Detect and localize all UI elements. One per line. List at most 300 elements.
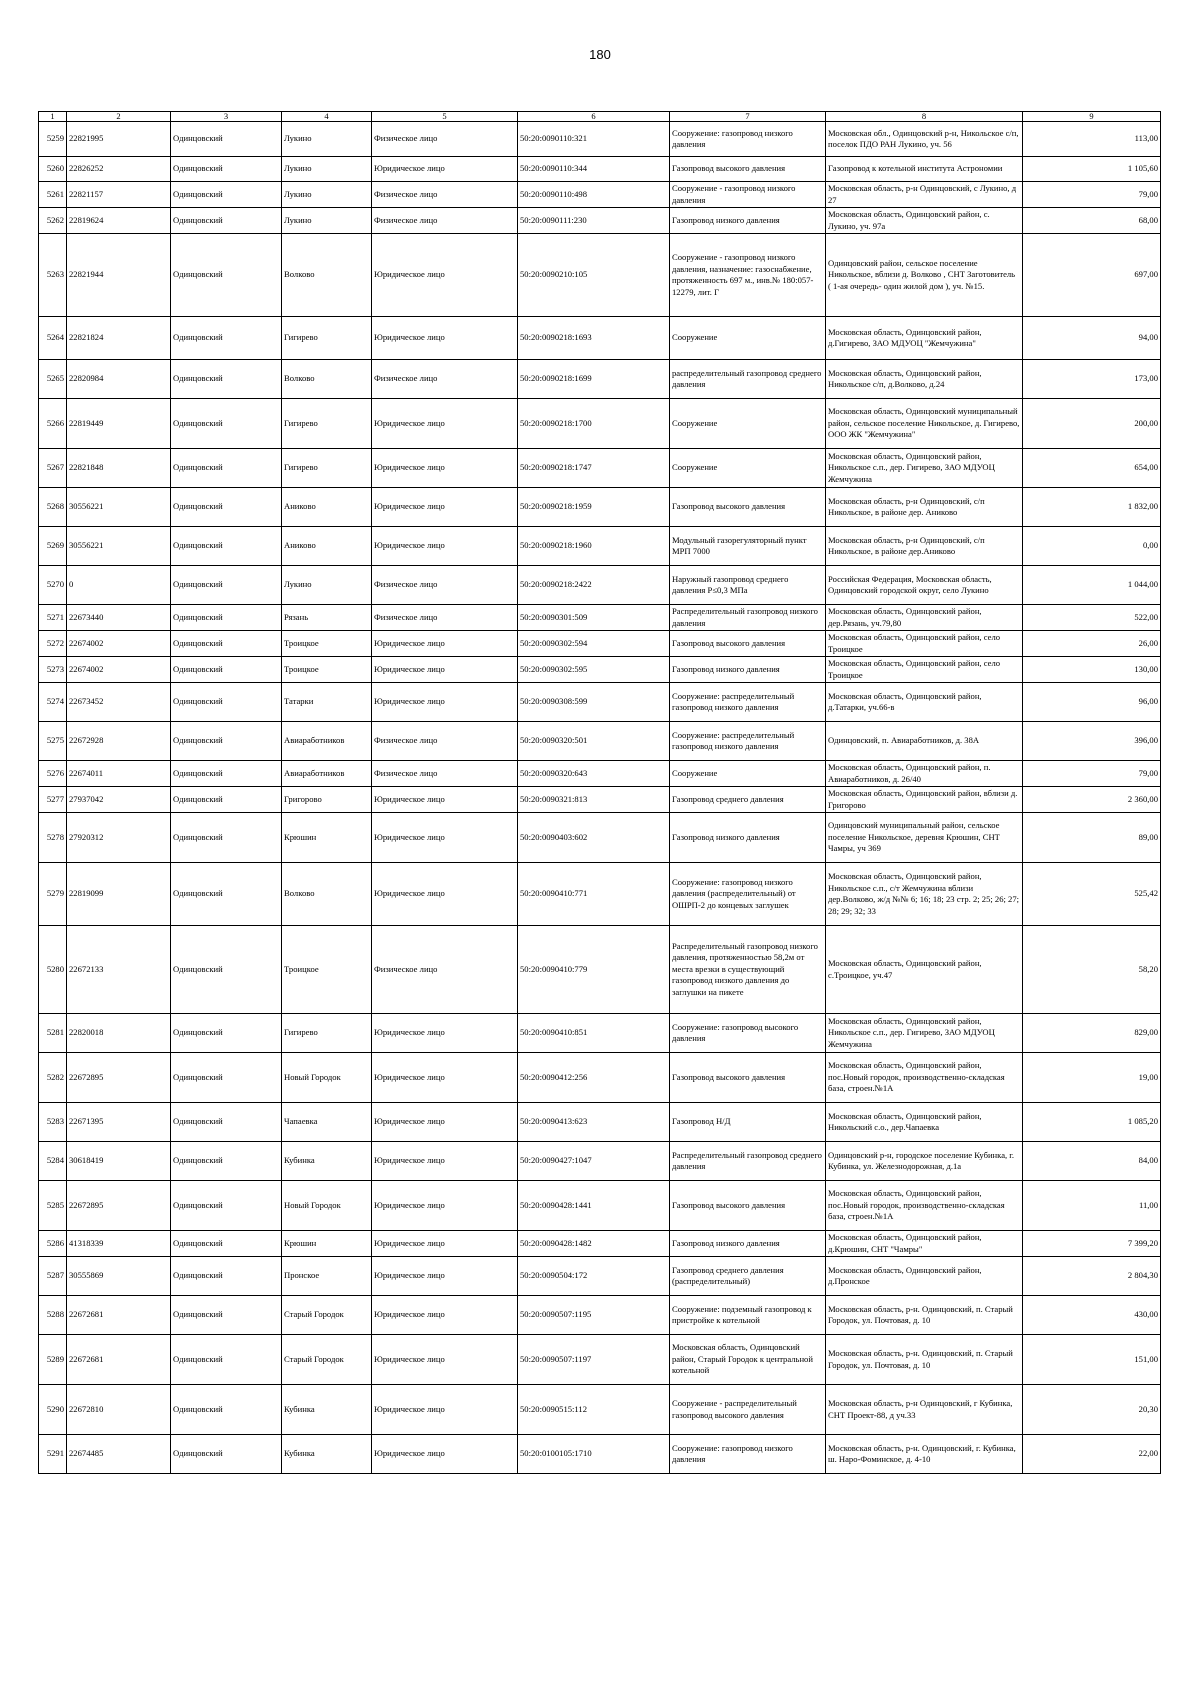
- address-cell: Московская область, р-н. Одинцовский, г. Кубинка, ш. Наро-Фоминское, д. 4-10: [826, 1435, 1023, 1474]
- code-cell: 27920312: [67, 813, 171, 863]
- code-cell: 22674485: [67, 1435, 171, 1474]
- cadastral-number-cell: 50:20:0090111:230: [518, 208, 670, 234]
- object-name-cell: Сооружение: газопровод низкого давления (распределительный) от ОШРП-2 до концевых заглушек: [670, 863, 826, 926]
- value-cell: 173,00: [1023, 360, 1161, 399]
- cadastral-number-cell: 50:20:0090410:779: [518, 926, 670, 1014]
- address-cell: Московская обл., Одинцовский р-н, Никольское с/п, поселок ПДО РАН Лукино, уч. 56: [826, 122, 1023, 157]
- object-name-cell: Газопровод высокого давления: [670, 1053, 826, 1103]
- row-number: 5260: [39, 157, 67, 182]
- locality-cell: Рязань: [282, 605, 372, 631]
- code-cell: 22826252: [67, 157, 171, 182]
- row-number: 5269: [39, 527, 67, 566]
- object-name-cell: Сооружение: подземный газопровод к пристройке к котельной: [670, 1296, 826, 1335]
- cadastral-number-cell: 50:20:0090302:594: [518, 631, 670, 657]
- owner-type-cell: Физическое лицо: [372, 761, 518, 787]
- row-number: 5287: [39, 1257, 67, 1296]
- row-number: 5275: [39, 722, 67, 761]
- locality-cell: Авиаработников: [282, 761, 372, 787]
- cadastral-number-cell: 50:20:0090302:595: [518, 657, 670, 683]
- owner-type-cell: Юридическое лицо: [372, 813, 518, 863]
- owner-type-cell: Физическое лицо: [372, 926, 518, 1014]
- value-cell: 7 399,20: [1023, 1231, 1161, 1257]
- cadastral-number-cell: 50:20:0090218:1699: [518, 360, 670, 399]
- owner-type-cell: Юридическое лицо: [372, 234, 518, 317]
- address-cell: Одинцовский муниципальный район, сельское поселение Никольское, деревня Крюшин, СНТ Чамры, уч 369: [826, 813, 1023, 863]
- locality-cell: Григорово: [282, 787, 372, 813]
- value-cell: 26,00: [1023, 631, 1161, 657]
- code-cell: 30555869: [67, 1257, 171, 1296]
- row-number: 5271: [39, 605, 67, 631]
- cadastral-number-cell: 50:20:0090218:1747: [518, 449, 670, 488]
- owner-type-cell: Юридическое лицо: [372, 1385, 518, 1435]
- cadastral-number-cell: 50:20:0090321:813: [518, 787, 670, 813]
- locality-cell: Лукино: [282, 157, 372, 182]
- district-cell: Одинцовский: [171, 157, 282, 182]
- value-cell: 68,00: [1023, 208, 1161, 234]
- district-cell: Одинцовский: [171, 360, 282, 399]
- column-header: 3: [171, 112, 282, 122]
- owner-type-cell: Физическое лицо: [372, 208, 518, 234]
- code-cell: 22821848: [67, 449, 171, 488]
- table-row: [39, 527, 1161, 566]
- district-cell: Одинцовский: [171, 1014, 282, 1053]
- locality-cell: Троицкое: [282, 631, 372, 657]
- locality-cell: Татарки: [282, 683, 372, 722]
- district-cell: Одинцовский: [171, 722, 282, 761]
- table-row: [39, 157, 1161, 182]
- address-cell: Московская область, р-н Одинцовский, с/п Никольское, в районе дер.Аниково: [826, 527, 1023, 566]
- code-cell: 22820018: [67, 1014, 171, 1053]
- district-cell: Одинцовский: [171, 1142, 282, 1181]
- district-cell: Одинцовский: [171, 527, 282, 566]
- row-number: 5286: [39, 1231, 67, 1257]
- value-cell: 20,30: [1023, 1385, 1161, 1435]
- table-row: [39, 234, 1161, 317]
- header-row: [39, 112, 1161, 122]
- object-name-cell: Газопровод низкого давления: [670, 657, 826, 683]
- locality-cell: Троицкое: [282, 926, 372, 1014]
- cadastral-number-cell: 50:20:0090218:1959: [518, 488, 670, 527]
- value-cell: 79,00: [1023, 182, 1161, 208]
- object-name-cell: Газопровод низкого давления: [670, 208, 826, 234]
- row-number: 5259: [39, 122, 67, 157]
- address-cell: Московская область, р-н. Одинцовский, п. Старый Городок, ул. Почтовая, д. 10: [826, 1296, 1023, 1335]
- value-cell: 79,00: [1023, 761, 1161, 787]
- object-name-cell: Сооружение: [670, 317, 826, 360]
- table-row: [39, 1103, 1161, 1142]
- table-row: [39, 566, 1161, 605]
- code-cell: 27937042: [67, 787, 171, 813]
- locality-cell: Кубинка: [282, 1142, 372, 1181]
- value-cell: 96,00: [1023, 683, 1161, 722]
- row-number: 5281: [39, 1014, 67, 1053]
- address-cell: Московская область, Одинцовский район, дер.Рязань, уч.79,80: [826, 605, 1023, 631]
- owner-type-cell: Юридическое лицо: [372, 527, 518, 566]
- row-number: 5276: [39, 761, 67, 787]
- owner-type-cell: Юридическое лицо: [372, 1181, 518, 1231]
- cadastral-number-cell: 50:20:0090507:1197: [518, 1335, 670, 1385]
- cadastral-number-cell: 50:20:0090413:623: [518, 1103, 670, 1142]
- owner-type-cell: Юридическое лицо: [372, 863, 518, 926]
- district-cell: Одинцовский: [171, 1335, 282, 1385]
- cadastral-number-cell: 50:20:0090218:1700: [518, 399, 670, 449]
- owner-type-cell: Юридическое лицо: [372, 1142, 518, 1181]
- value-cell: 525,42: [1023, 863, 1161, 926]
- table-row: [39, 657, 1161, 683]
- owner-type-cell: Юридическое лицо: [372, 488, 518, 527]
- row-number: 5279: [39, 863, 67, 926]
- district-cell: Одинцовский: [171, 1181, 282, 1231]
- row-number: 5285: [39, 1181, 67, 1231]
- district-cell: Одинцовский: [171, 1231, 282, 1257]
- district-cell: Одинцовский: [171, 208, 282, 234]
- column-header: 1: [39, 112, 67, 122]
- row-number: 5261: [39, 182, 67, 208]
- locality-cell: Гигирево: [282, 449, 372, 488]
- value-cell: 22,00: [1023, 1435, 1161, 1474]
- table-row: [39, 122, 1161, 157]
- table-row: [39, 1296, 1161, 1335]
- column-header: 4: [282, 112, 372, 122]
- object-name-cell: Газопровод высокого давления: [670, 631, 826, 657]
- owner-type-cell: Юридическое лицо: [372, 449, 518, 488]
- cadastral-number-cell: 50:20:0090110:498: [518, 182, 670, 208]
- value-cell: 654,00: [1023, 449, 1161, 488]
- code-cell: 30618419: [67, 1142, 171, 1181]
- value-cell: 1 105,60: [1023, 157, 1161, 182]
- district-cell: Одинцовский: [171, 761, 282, 787]
- code-cell: 22672895: [67, 1181, 171, 1231]
- locality-cell: Лукино: [282, 182, 372, 208]
- address-cell: Московская область, Одинцовский район, село Троицкое: [826, 631, 1023, 657]
- locality-cell: Новый Городок: [282, 1053, 372, 1103]
- locality-cell: Аниково: [282, 488, 372, 527]
- district-cell: Одинцовский: [171, 1435, 282, 1474]
- code-cell: 22674002: [67, 631, 171, 657]
- owner-type-cell: Юридическое лицо: [372, 1014, 518, 1053]
- column-header: 7: [670, 112, 826, 122]
- code-cell: 22673440: [67, 605, 171, 631]
- locality-cell: Лукино: [282, 122, 372, 157]
- value-cell: 58,20: [1023, 926, 1161, 1014]
- address-cell: Одинцовский, п. Авиаработников, д. 38А: [826, 722, 1023, 761]
- row-number: 5282: [39, 1053, 67, 1103]
- table-row: [39, 182, 1161, 208]
- cadastral-number-cell: 50:20:0090410:771: [518, 863, 670, 926]
- locality-cell: Лукино: [282, 208, 372, 234]
- address-cell: Московская область, р-н. Одинцовский, п. Старый Городок, ул. Почтовая, д. 10: [826, 1335, 1023, 1385]
- district-cell: Одинцовский: [171, 399, 282, 449]
- address-cell: Московская область, Одинцовский район, Никольское с/п, д.Волково, д.24: [826, 360, 1023, 399]
- cadastral-number-cell: 50:20:0090320:501: [518, 722, 670, 761]
- table-row: [39, 631, 1161, 657]
- locality-cell: Чапаевка: [282, 1103, 372, 1142]
- object-name-cell: Сооружение: распределительный газопровод низкого давления: [670, 683, 826, 722]
- district-cell: Одинцовский: [171, 813, 282, 863]
- district-cell: Одинцовский: [171, 683, 282, 722]
- value-cell: 200,00: [1023, 399, 1161, 449]
- row-number: 5277: [39, 787, 67, 813]
- owner-type-cell: Физическое лицо: [372, 122, 518, 157]
- table-row: [39, 449, 1161, 488]
- owner-type-cell: Юридическое лицо: [372, 1435, 518, 1474]
- cadastral-number-cell: 50:20:0090218:1960: [518, 527, 670, 566]
- object-name-cell: распределительный газопровод среднего давления: [670, 360, 826, 399]
- locality-cell: Крюшин: [282, 813, 372, 863]
- object-name-cell: Газопровод среднего давления: [670, 787, 826, 813]
- value-cell: 2 804,30: [1023, 1257, 1161, 1296]
- address-cell: Одинцовский район, сельское поселение Никольское, вблизи д. Волково , СНТ Заготовитель ( 1-ая очередь- один жилой дом ), уч. №15.: [826, 234, 1023, 317]
- table-row: [39, 683, 1161, 722]
- address-cell: Московская область, Одинцовский район, с.Троицкое, уч.47: [826, 926, 1023, 1014]
- code-cell: 22672928: [67, 722, 171, 761]
- row-number: 5264: [39, 317, 67, 360]
- locality-cell: Крюшин: [282, 1231, 372, 1257]
- locality-cell: Старый Городок: [282, 1296, 372, 1335]
- owner-type-cell: Юридическое лицо: [372, 683, 518, 722]
- locality-cell: Гигирево: [282, 399, 372, 449]
- value-cell: 430,00: [1023, 1296, 1161, 1335]
- row-number: 5280: [39, 926, 67, 1014]
- address-cell: Московская область, Одинцовский район, пос.Новый городок, производственно-складская база, строен.№1А: [826, 1053, 1023, 1103]
- object-name-cell: Сооружение - газопровод низкого давления, назначение: газоснабжение, протяженность 697 м., инв.№ 180:057-12279, лит. Г: [670, 234, 826, 317]
- address-cell: Московская область, Одинцовский район, д.Татарки, уч.66-в: [826, 683, 1023, 722]
- address-cell: Московская область, р-н Одинцовский, с/п Никольское, в районе дер. Аниково: [826, 488, 1023, 527]
- cadastral-number-cell: 50:20:0100105:1710: [518, 1435, 670, 1474]
- value-cell: 130,00: [1023, 657, 1161, 683]
- owner-type-cell: Юридическое лицо: [372, 787, 518, 813]
- value-cell: 0,00: [1023, 527, 1161, 566]
- row-number: 5274: [39, 683, 67, 722]
- code-cell: 41318339: [67, 1231, 171, 1257]
- code-cell: 22821824: [67, 317, 171, 360]
- district-cell: Одинцовский: [171, 234, 282, 317]
- district-cell: Одинцовский: [171, 317, 282, 360]
- object-name-cell: Сооружение: газопровод низкого давления: [670, 122, 826, 157]
- district-cell: Одинцовский: [171, 863, 282, 926]
- object-name-cell: Сооружение: газопровод высокого давления: [670, 1014, 826, 1053]
- value-cell: 1 832,00: [1023, 488, 1161, 527]
- value-cell: 396,00: [1023, 722, 1161, 761]
- value-cell: 151,00: [1023, 1335, 1161, 1385]
- owner-type-cell: Юридическое лицо: [372, 1103, 518, 1142]
- address-cell: Московская область, Одинцовский район, Никольский с.о., дер.Чапаевка: [826, 1103, 1023, 1142]
- object-name-cell: Распределительный газопровод среднего давления: [670, 1142, 826, 1181]
- cadastral-number-cell: 50:20:0090218:2422: [518, 566, 670, 605]
- code-cell: 22672681: [67, 1296, 171, 1335]
- address-cell: Московская область, Одинцовский район, д.Пронское: [826, 1257, 1023, 1296]
- table-row: [39, 605, 1161, 631]
- code-cell: 22821157: [67, 182, 171, 208]
- table-row: [39, 360, 1161, 399]
- cadastral-number-cell: 50:20:0090412:256: [518, 1053, 670, 1103]
- locality-cell: Аниково: [282, 527, 372, 566]
- code-cell: 22674002: [67, 657, 171, 683]
- district-cell: Одинцовский: [171, 488, 282, 527]
- row-number: 5265: [39, 360, 67, 399]
- code-cell: 22819449: [67, 399, 171, 449]
- object-name-cell: Сооружение - газопровод низкого давления: [670, 182, 826, 208]
- row-number: 5288: [39, 1296, 67, 1335]
- cadastral-number-cell: 50:20:0090428:1441: [518, 1181, 670, 1231]
- row-number: 5272: [39, 631, 67, 657]
- locality-cell: Троицкое: [282, 657, 372, 683]
- object-name-cell: Сооружение - распределительный газопровод высокого давления: [670, 1385, 826, 1435]
- cadastral-number-cell: 50:20:0090110:321: [518, 122, 670, 157]
- code-cell: 22672681: [67, 1335, 171, 1385]
- district-cell: Одинцовский: [171, 1053, 282, 1103]
- address-cell: Российская Федерация, Московская область, Одинцовский городской округ, село Лукино: [826, 566, 1023, 605]
- locality-cell: Новый Городок: [282, 1181, 372, 1231]
- table-row: [39, 1257, 1161, 1296]
- locality-cell: Волково: [282, 360, 372, 399]
- object-name-cell: Сооружение: [670, 761, 826, 787]
- address-cell: Московская область, Одинцовский район, село Троицкое: [826, 657, 1023, 683]
- object-name-cell: Газопровод высокого давления: [670, 1181, 826, 1231]
- value-cell: 94,00: [1023, 317, 1161, 360]
- row-number: 5284: [39, 1142, 67, 1181]
- locality-cell: Авиаработников: [282, 722, 372, 761]
- code-cell: 22672810: [67, 1385, 171, 1435]
- table-row: [39, 813, 1161, 863]
- address-cell: Московская область, Одинцовский район, вблизи д. Григорово: [826, 787, 1023, 813]
- column-header: 6: [518, 112, 670, 122]
- district-cell: Одинцовский: [171, 605, 282, 631]
- cadastral-number-cell: 50:20:0090427:1047: [518, 1142, 670, 1181]
- row-number: 5263: [39, 234, 67, 317]
- object-name-cell: Газопровод Н/Д: [670, 1103, 826, 1142]
- district-cell: Одинцовский: [171, 182, 282, 208]
- object-name-cell: Модульный газорегуляторный пункт МРП 7000: [670, 527, 826, 566]
- table-row: [39, 787, 1161, 813]
- district-cell: Одинцовский: [171, 657, 282, 683]
- owner-type-cell: Юридическое лицо: [372, 1335, 518, 1385]
- address-cell: Московская область, Одинцовский район, Никольское с.п., дер. Гигирево, ЗАО МДУОЦ Жемчужина: [826, 449, 1023, 488]
- table-row: [39, 1142, 1161, 1181]
- owner-type-cell: Физическое лицо: [372, 566, 518, 605]
- district-cell: Одинцовский: [171, 122, 282, 157]
- cadastral-number-cell: 50:20:0090504:172: [518, 1257, 670, 1296]
- object-name-cell: Сооружение: [670, 399, 826, 449]
- address-cell: Московская область, Одинцовский муниципальный район, сельское поселение Никольское, д. Гигирево, ООО ЖК "Жемчужина": [826, 399, 1023, 449]
- district-cell: Одинцовский: [171, 449, 282, 488]
- object-name-cell: Распределительный газопровод низкого давления, протяженностью 58,2м от места врезки в существующий газопровод низкого давления до заглушки на пикете: [670, 926, 826, 1014]
- row-number: 5289: [39, 1335, 67, 1385]
- column-header: 8: [826, 112, 1023, 122]
- object-name-cell: Распределительный газопровод низкого давления: [670, 605, 826, 631]
- cadastral-number-cell: 50:20:0090210:105: [518, 234, 670, 317]
- cadastral-number-cell: 50:20:0090507:1195: [518, 1296, 670, 1335]
- locality-cell: Пронское: [282, 1257, 372, 1296]
- table-row: [39, 208, 1161, 234]
- owner-type-cell: Юридическое лицо: [372, 631, 518, 657]
- address-cell: Московская область, р-н Одинцовский, с Лукино, д 27: [826, 182, 1023, 208]
- object-name-cell: Газопровод низкого давления: [670, 1231, 826, 1257]
- cadastral-number-cell: 50:20:0090428:1482: [518, 1231, 670, 1257]
- district-cell: Одинцовский: [171, 1385, 282, 1435]
- value-cell: 11,00: [1023, 1181, 1161, 1231]
- owner-type-cell: Физическое лицо: [372, 722, 518, 761]
- cadastral-number-cell: 50:20:0090403:602: [518, 813, 670, 863]
- value-cell: 89,00: [1023, 813, 1161, 863]
- object-name-cell: Газопровод высокого давления: [670, 157, 826, 182]
- code-cell: 22819099: [67, 863, 171, 926]
- district-cell: Одинцовский: [171, 1103, 282, 1142]
- value-cell: 19,00: [1023, 1053, 1161, 1103]
- object-name-cell: Газопровод высокого давления: [670, 488, 826, 527]
- district-cell: Одинцовский: [171, 631, 282, 657]
- code-cell: 22819624: [67, 208, 171, 234]
- address-cell: Московская область, Одинцовский район, Никольское с.п., дер. Гигирево, ЗАО МДУОЦ Жемчужина: [826, 1014, 1023, 1053]
- locality-cell: Гигирево: [282, 1014, 372, 1053]
- owner-type-cell: Юридическое лицо: [372, 1257, 518, 1296]
- owner-type-cell: Юридическое лицо: [372, 399, 518, 449]
- registry-table: [38, 111, 1161, 1474]
- value-cell: 1 085,20: [1023, 1103, 1161, 1142]
- table-row: [39, 1435, 1161, 1474]
- row-number: 5262: [39, 208, 67, 234]
- district-cell: Одинцовский: [171, 1257, 282, 1296]
- object-name-cell: Газопровод низкого давления: [670, 813, 826, 863]
- cadastral-number-cell: 50:20:0090110:344: [518, 157, 670, 182]
- column-header: 5: [372, 112, 518, 122]
- table-row: [39, 1231, 1161, 1257]
- cadastral-number-cell: 50:20:0090320:643: [518, 761, 670, 787]
- address-cell: Московская область, р-н Одинцовский, г Кубинка, СНТ Проект-88, д уч.33: [826, 1385, 1023, 1435]
- table-row: [39, 1385, 1161, 1435]
- table-row: [39, 1181, 1161, 1231]
- column-header: 2: [67, 112, 171, 122]
- owner-type-cell: Юридическое лицо: [372, 157, 518, 182]
- locality-cell: Гигирево: [282, 317, 372, 360]
- locality-cell: Волково: [282, 863, 372, 926]
- code-cell: 22674011: [67, 761, 171, 787]
- locality-cell: Кубинка: [282, 1385, 372, 1435]
- address-cell: Московская область, Одинцовский район, п. Авиаработников, д. 26/40: [826, 761, 1023, 787]
- code-cell: 22672133: [67, 926, 171, 1014]
- code-cell: 0: [67, 566, 171, 605]
- value-cell: 1 044,00: [1023, 566, 1161, 605]
- code-cell: 22671395: [67, 1103, 171, 1142]
- row-number: 5268: [39, 488, 67, 527]
- code-cell: 22672895: [67, 1053, 171, 1103]
- address-cell: Московская область, Одинцовский район, Никольское с.п., с/т Жемчужина вблизи дер.Волково, ж/д №№ 6; 16; 18; 23 стр. 2; 25; 26; 27; 28; 29; 32; 33: [826, 863, 1023, 926]
- value-cell: 84,00: [1023, 1142, 1161, 1181]
- district-cell: Одинцовский: [171, 566, 282, 605]
- object-name-cell: Московская область, Одинцовский район, Старый Городок к центральной котельной: [670, 1335, 826, 1385]
- table-row: [39, 399, 1161, 449]
- row-number: 5278: [39, 813, 67, 863]
- table-row: [39, 488, 1161, 527]
- locality-cell: Лукино: [282, 566, 372, 605]
- code-cell: 22821995: [67, 122, 171, 157]
- owner-type-cell: Юридическое лицо: [372, 1231, 518, 1257]
- address-cell: Одинцовский р-н, городское поселение Кубинка, г. Кубинка, ул. Железнодорожная, д.1а: [826, 1142, 1023, 1181]
- district-cell: Одинцовский: [171, 787, 282, 813]
- table-row: [39, 1014, 1161, 1053]
- locality-cell: Волково: [282, 234, 372, 317]
- column-header: 9: [1023, 112, 1161, 122]
- table-row: [39, 722, 1161, 761]
- object-name-cell: Сооружение: [670, 449, 826, 488]
- row-number: 5290: [39, 1385, 67, 1435]
- address-cell: Московская область, Одинцовский район, пос.Новый городок, производственно-складская база, строен.№1А: [826, 1181, 1023, 1231]
- owner-type-cell: Физическое лицо: [372, 360, 518, 399]
- code-cell: 22821944: [67, 234, 171, 317]
- table-row: [39, 926, 1161, 1014]
- table-row: [39, 761, 1161, 787]
- row-number: 5270: [39, 566, 67, 605]
